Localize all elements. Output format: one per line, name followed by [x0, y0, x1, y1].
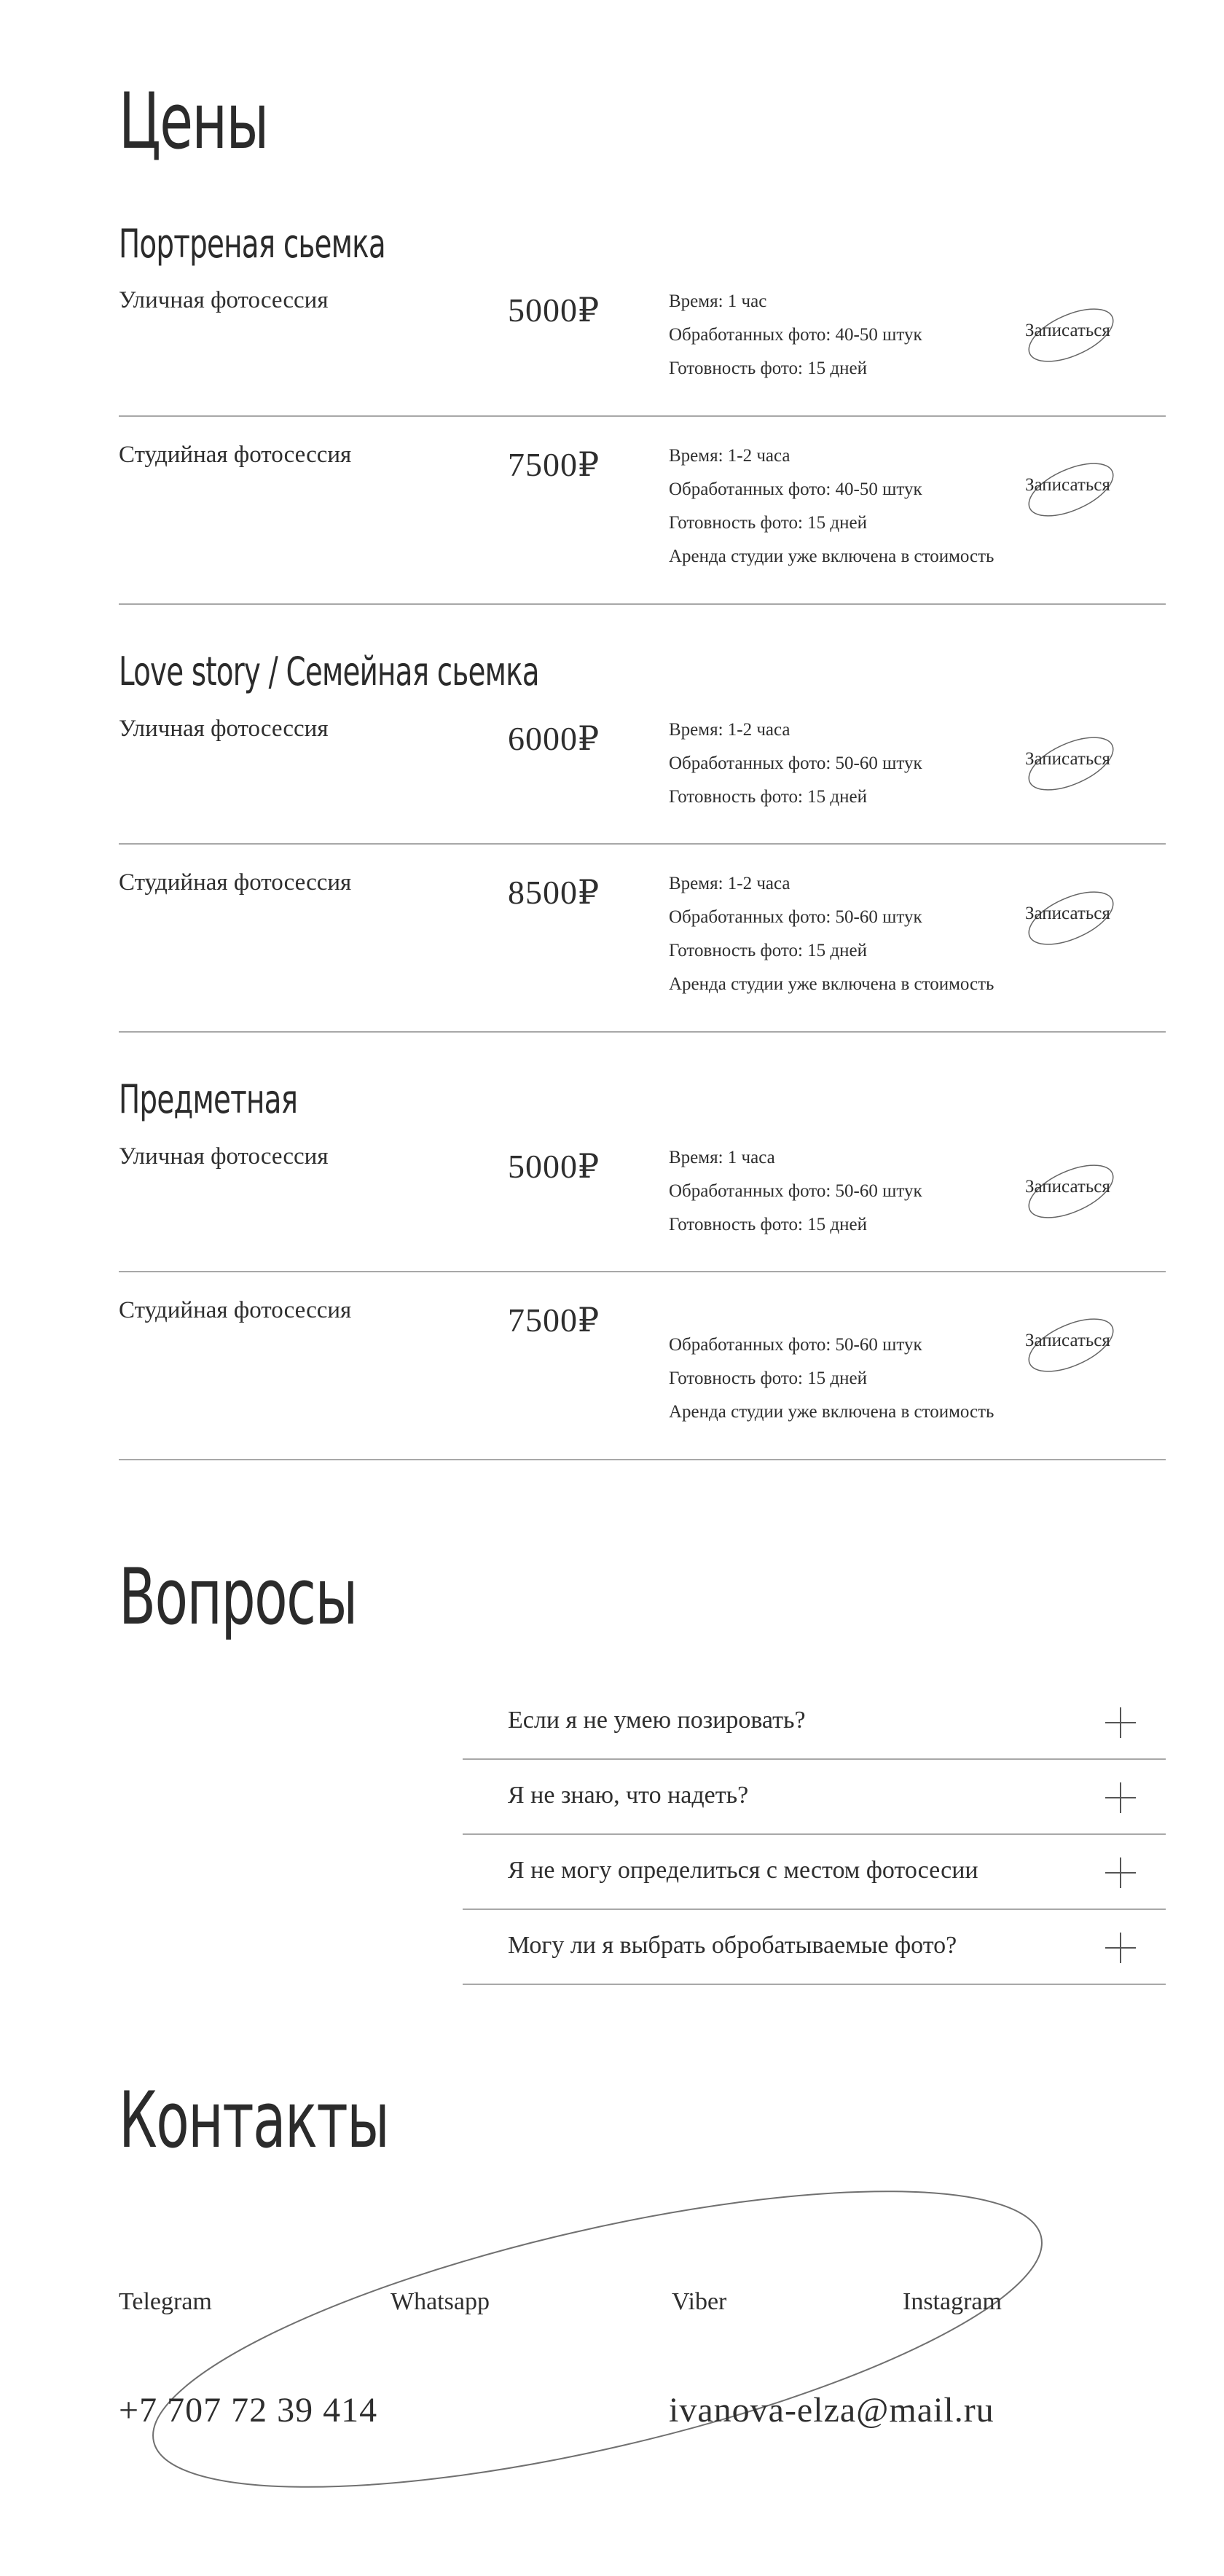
- detail-line: Аренда студии уже включена в стоимость: [669, 1402, 994, 1422]
- detail-line: Обработанных фото: 40-50 штук: [669, 479, 922, 499]
- faq-item[interactable]: [463, 1691, 1166, 1758]
- book-button[interactable]: [1024, 888, 1140, 953]
- book-button[interactable]: [1024, 733, 1140, 799]
- service-name: Студийная фотосессия: [119, 1297, 352, 1323]
- detail-line: Обработанных фото: 50-60 штук: [669, 1181, 922, 1201]
- detail-line: Обработанных фото: 50-60 штук: [669, 1335, 922, 1355]
- service-details: [669, 713, 922, 814]
- detail-line: Готовность фото: 15 дней: [669, 359, 867, 378]
- service-price: 5000₽: [508, 1148, 600, 1185]
- detail-line: Обработанных фото: 40-50 штук: [669, 325, 922, 345]
- detail-line: Готовность фото: 15 дней: [669, 1369, 867, 1388]
- service-name: Уличная фотосессия: [119, 1143, 329, 1170]
- detail-line: Готовность фото: 15 дней: [669, 941, 867, 960]
- plus-icon[interactable]: [1105, 1782, 1136, 1813]
- service-price: 6000₽: [508, 720, 600, 757]
- service-name: Студийная фотосессия: [119, 869, 352, 896]
- divider: [119, 843, 1166, 845]
- service-details: [669, 439, 994, 573]
- service-price: 5000₽: [508, 291, 600, 329]
- divider: [119, 603, 1166, 605]
- divider: [463, 1833, 1166, 1835]
- faq-question[interactable]: Я не могу определиться с местом фотосесии: [508, 1857, 978, 1884]
- faq-list: [463, 1691, 1166, 1992]
- book-label[interactable]: Записаться: [1025, 321, 1110, 340]
- service-details: [669, 867, 994, 1001]
- prices-title: Цены: [119, 77, 268, 166]
- detail-line: [669, 1295, 994, 1328]
- book-label[interactable]: Записаться: [1025, 475, 1110, 495]
- divider: [463, 1908, 1166, 1910]
- book-button[interactable]: [1024, 1161, 1140, 1226]
- contact-whatsapp-link[interactable]: Whatsapp: [391, 2288, 490, 2315]
- plus-icon[interactable]: [1105, 1857, 1136, 1888]
- divider: [463, 1758, 1166, 1760]
- detail-line: Аренда студии уже включена в стоимость: [669, 974, 994, 994]
- divider: [119, 1459, 1166, 1460]
- book-button[interactable]: [1024, 459, 1140, 525]
- book-label[interactable]: Записаться: [1025, 1177, 1110, 1197]
- service-details: [669, 1141, 922, 1242]
- category-title-love-story: Love story / Семейная сьемка: [119, 649, 539, 694]
- divider: [119, 1271, 1166, 1272]
- detail-line: Готовность фото: 15 дней: [669, 787, 867, 807]
- detail-line: Время: 1-2 часа: [669, 720, 790, 740]
- detail-line: Время: 1-2 часа: [669, 874, 790, 893]
- detail-line: Время: 1-2 часа: [669, 446, 790, 466]
- divider: [119, 1031, 1166, 1033]
- contacts-title: Контакты: [119, 2075, 389, 2165]
- book-label[interactable]: Записаться: [1025, 1331, 1110, 1350]
- faq-question[interactable]: Я не знаю, что надеть?: [508, 1782, 749, 1809]
- detail-line: Время: 1 час: [669, 291, 767, 311]
- faq-question[interactable]: Если я не умею позировать?: [508, 1707, 806, 1734]
- faq-item[interactable]: [463, 1916, 1166, 1984]
- category-title-subject: Предметная: [119, 1076, 298, 1122]
- plus-icon[interactable]: [1105, 1933, 1136, 1963]
- faq-title: Вопросы: [119, 1552, 357, 1642]
- contact-viber-link[interactable]: Viber: [672, 2288, 727, 2315]
- faq-item[interactable]: [463, 1766, 1166, 1833]
- service-price: 7500₽: [508, 1301, 600, 1339]
- book-label[interactable]: Записаться: [1025, 904, 1110, 923]
- faq-question[interactable]: Могу ли я выбрать обробатываемые фото?: [508, 1932, 957, 1959]
- contact-email[interactable]: ivanova-elza@mail.ru: [669, 2391, 994, 2430]
- contact-phone[interactable]: +7 707 72 39 414: [119, 2391, 378, 2430]
- detail-line: Аренда студии уже включена в стоимость: [669, 547, 994, 566]
- contact-telegram-link[interactable]: Telegram: [119, 2288, 212, 2315]
- plus-icon[interactable]: [1105, 1707, 1136, 1738]
- service-details: [669, 285, 922, 385]
- service-price: 7500₽: [508, 446, 600, 483]
- detail-line: Время: 1 часа: [669, 1148, 775, 1167]
- service-name: Студийная фотосессия: [119, 442, 352, 468]
- service-price: 8500₽: [508, 874, 600, 911]
- divider: [463, 1984, 1166, 1985]
- detail-line: Обработанных фото: 50-60 штук: [669, 907, 922, 927]
- book-button[interactable]: [1024, 1315, 1140, 1380]
- service-details: [669, 1295, 994, 1429]
- faq-item[interactable]: [463, 1841, 1166, 1908]
- service-name: Уличная фотосессия: [119, 287, 329, 313]
- detail-line: Готовность фото: 15 дней: [669, 513, 867, 533]
- service-name: Уличная фотосессия: [119, 716, 329, 742]
- category-title-portrait: Портреная сьемка: [119, 221, 385, 267]
- contact-instagram-link[interactable]: Instagram: [903, 2288, 1002, 2315]
- detail-line: Готовность фото: 15 дней: [669, 1215, 867, 1234]
- book-button[interactable]: [1024, 305, 1140, 370]
- divider: [119, 415, 1166, 417]
- detail-line: Обработанных фото: 50-60 штук: [669, 753, 922, 773]
- book-label[interactable]: Записаться: [1025, 749, 1110, 769]
